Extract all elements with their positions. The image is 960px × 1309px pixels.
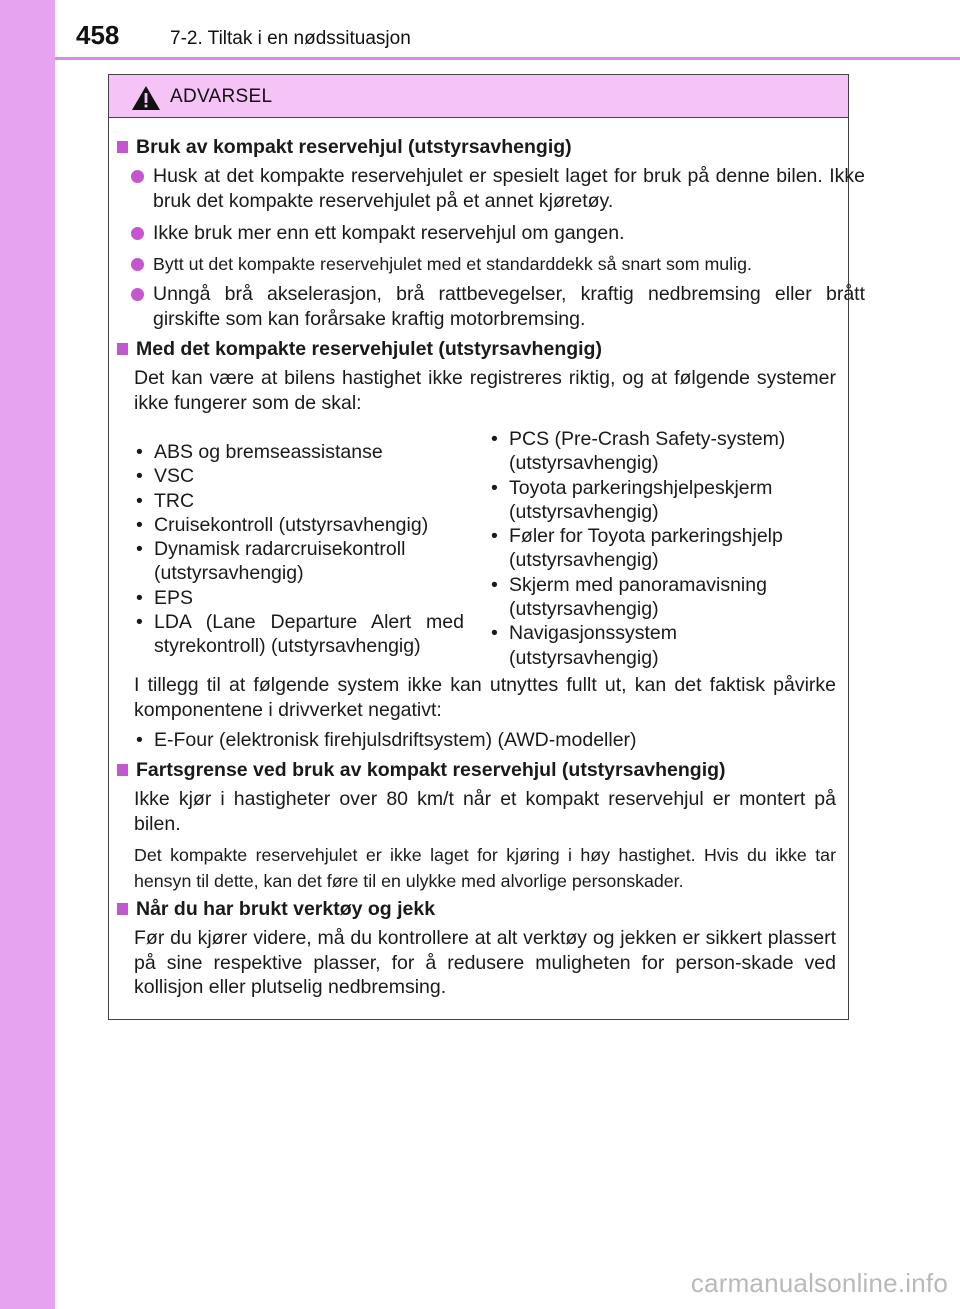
affected-systems-list-left bbox=[134, 440, 464, 659]
list-item: • PCS (Pre-Crash Safety-system) (utstyrsavhengig) bbox=[489, 427, 846, 476]
square-bullet-icon bbox=[117, 343, 128, 355]
section-heading: Når du har brukt verktøy og jekk bbox=[117, 897, 842, 922]
bullet-item: Husk at det kompakte reservehjulet er spesielt laget for bruk på denne bilen. Ikke bruk det kompakte reservehjulet på et annet kjøretøy. bbox=[131, 164, 865, 213]
square-bullet-icon bbox=[117, 903, 128, 915]
paragraph: Ikke kjør i hastigheter over 80 km/t når et kompakt reservehjul er montert på bilen. bbox=[134, 788, 836, 835]
section-outro: I tillegg til at følgende system ikke kan utnyttes fullt ut, kan det faktisk påvirke komponentene i drivverket negativt: bbox=[134, 674, 836, 721]
list-item: • TRC bbox=[134, 489, 464, 513]
square-bullet-icon bbox=[117, 141, 128, 153]
section-heading: Fartsgrense ved bruk av kompakt reservehjul (utstyrsavhengig) bbox=[117, 758, 842, 783]
list-item: • Skjerm med panoramavisning (utstyrsavhengig) bbox=[489, 573, 846, 622]
list-item: • Navigasjonssystem (utstyrsavhengig) bbox=[489, 621, 846, 670]
section-intro: Det kan være at bilens hastighet ikke registreres riktig, og at følgende systemer ikke fungerer som de skal: bbox=[134, 367, 836, 414]
warning-box bbox=[108, 74, 865, 1020]
list-item: • Dynamisk radarcruisekontroll (utstyrsavhengig) bbox=[134, 537, 464, 586]
affected-systems-list-right bbox=[489, 427, 846, 670]
chapter-title: 7-2. Tiltak i en nødssituasjon bbox=[170, 28, 411, 49]
list-item: • Cruisekontroll (utstyrsavhengig) bbox=[134, 513, 464, 537]
affected-systems-columns bbox=[134, 427, 846, 675]
bullet-item: Unngå brå akselerasjon, brå rattbevegelser, kraftig nedbremsing eller brått girskifte som kan forårsake kraftig motorbremsing. bbox=[131, 282, 865, 331]
bullet-item: Bytt ut det kompakte reservehjulet med et standarddekk så snart som mulig. bbox=[131, 252, 865, 277]
list-item: • EPS bbox=[134, 586, 464, 610]
round-bullet-icon bbox=[131, 227, 144, 240]
page-number: 458 bbox=[76, 20, 120, 50]
watermark: carmanualsonline.info bbox=[690, 1268, 948, 1298]
round-bullet-icon bbox=[131, 258, 144, 271]
section-heading: Med det kompakte reservehjulet (utstyrsavhengig) bbox=[117, 337, 842, 362]
square-bullet-icon bbox=[117, 764, 128, 776]
section-heading: Bruk av kompakt reservehjul (utstyrsavhengig) bbox=[117, 135, 842, 160]
list-item: • VSC bbox=[134, 464, 464, 488]
header-divider bbox=[55, 57, 960, 60]
list-item: • E-Four (elektronisk firehjulsdriftsystem) (AWD-modeller) bbox=[136, 729, 637, 751]
list-item: • ABS og bremseassistanse bbox=[134, 440, 464, 464]
list-item: • Toyota parkeringshjelpeskjerm (utstyrsavhengig) bbox=[489, 476, 846, 525]
list-item: • LDA (Lane Departure Alert med styrekontroll) (utstyrsavhengig) bbox=[134, 610, 464, 659]
round-bullet-icon bbox=[131, 170, 144, 183]
warning-content bbox=[109, 75, 865, 1019]
paragraph: Før du kjører videre, må du kontrollere at alt verktøy og jekken er sikkert plassert på sine respektive plasser, for å redusere muligheten for person-skade ved kollisjon eller plutselig nedbremsing. bbox=[134, 927, 836, 999]
round-bullet-icon bbox=[131, 288, 144, 301]
sidebar-tab bbox=[0, 0, 55, 1309]
warning-label: ADVARSEL bbox=[170, 86, 273, 107]
bullet-item: Ikke bruk mer enn ett kompakt reservehjul om gangen. bbox=[131, 221, 865, 246]
paragraph: Det kompakte reservehjulet er ikke laget for kjøring i høy hastighet. Hvis du ikke tar hensyn til dette, kan det føre til en ulykke med alvorlige personskader. bbox=[134, 845, 836, 891]
list-item: • Føler for Toyota parkeringshjelp (utstyrsavhengig) bbox=[489, 524, 846, 573]
